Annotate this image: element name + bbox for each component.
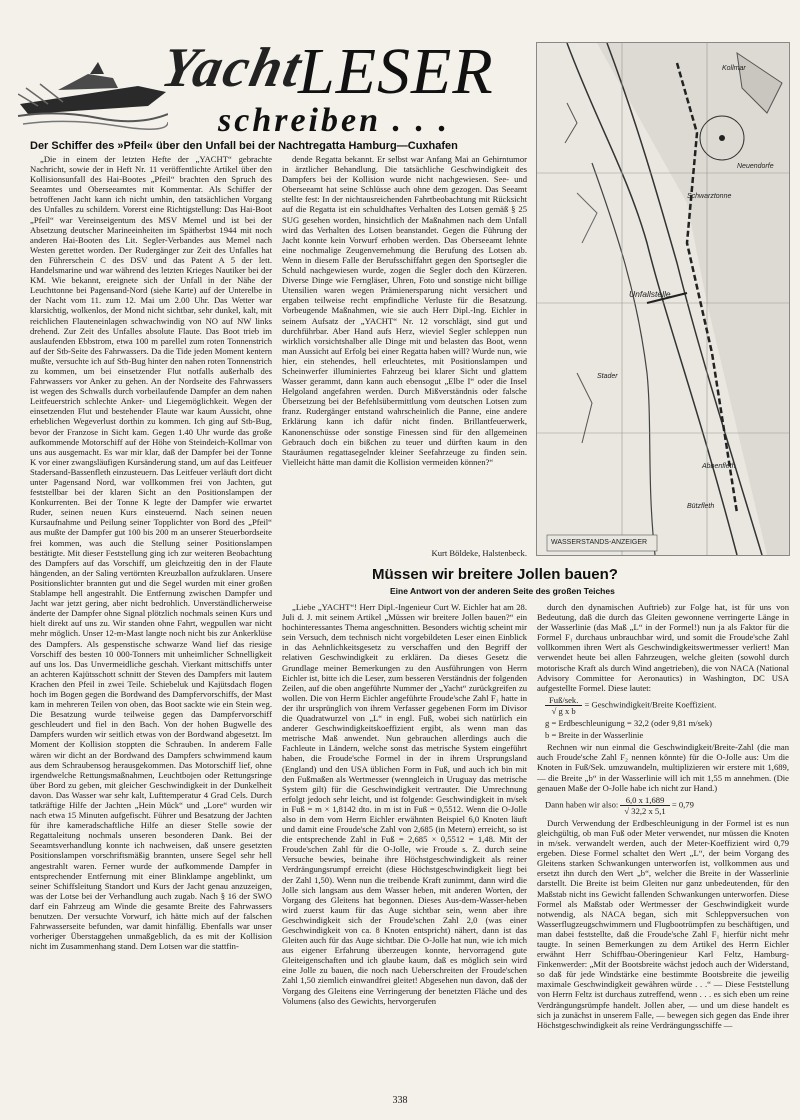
- naca-formula-denominator: √ g x b: [551, 705, 576, 716]
- map-label-unfallstelle: Unfallstelle: [629, 289, 671, 299]
- masthead-leser: LESER: [298, 35, 494, 108]
- article1-col1-text: „Die in einem der letzten Hefte der „YACHT“ gebrachte Nachricht, sowie der in Heft Nr. 11 veröffentlichte Artikel über den Kollisionsunfall des Hai-Bootes „Pfeil“ brachten den Spruch des Seeamtes und Oberseeamtes mit Kommentar. Als Schiffer der betroffenen Jacht kann ich nicht umhin, den tatsächlichen Vorgang des Unfalles zu schildern. Vorerst eine Richtigstellung: Das Hai-Boot „Pfeil“ war Vereinseigentum des MSV Memel und ist bei der Absetzung deutscher Marineeinheiten im Spätherbst 1944 mit noch anderen Hai-Booten des Lit. Segler-Verbandes aus Memel nach Westen gerettet worden. Der Rudergänger zur Zeit des Unfalles hat den Führerschein C des DSV und das Patent A 5 der lett. Handelsmarine und war während des letzten Krieges Nautiker bei der KM. Wie bekannt, ereignete sich der Unfall in der Nähe der Leuchttonne bei Pagensand-Nord (siehe Karte) auf der Unterelbe in der Nacht vom 11. zum 12. Mai um 2.00 Uhr. Das Wetter war klarsichtig, wolkenlos, der Mond nicht sichtbar, sehr dunkel, kalt, mit reichlichen Flauteneinlagen schwachwindig von NO auf NW links drehend. Zur Zeit des Unfalles absolute Flaute. Das Boot trieb im auslaufenden Ebbstrom, etwa 100 m parellel zum roten Tonnenstrich auf der Stb-Seite des Fahrwassers. Da die Tide jeden Moment kentern mußte, versuchte ich auf Stb-Bug hinter den nahen roten Tonnenstrich zu kommen, um bei einsetzender Flut notfalls außerhalb des Fahrwassers vor Anker zu gehen. An der Nordseite des Fahrwassers ist wegen des Schwalls durch vorbeilaufende Dampfer an dem nahen Leitfeuerstrich schlechte Anker- und Liegemöglichkeit. Wegen der einsetzenden Flut und bestehender Flaute war kaum Aussicht, ohne erheblichen Wegeverlust dorthin zu kommen. Ich ging auf Stb-Bug, bevor der Franzose in Sicht kam. Gegen 1.40 Uhr wurde das große aufkommende Motorschiff auf der Höhe von Steindeich-Kollmar von uns aus ausgemacht. Es war mir klar, daß der Dampfer bei der Tonne K vor einer zwangsläufigen Kursänderung stand, um auf das Leitfeuer Stadersand-Bassenfleth einzusteuern. Das Leitfeuer verläuft dort dicht unter Pagensand Nord, war vollkommen frei von Jachten, gut feststellbar bei der klaren Sicht an den Positionslampen der Konkurrenten. Bei der Tonne K legte der Dampfer wie erwartet Ruder, seinen neuen Kurs einsteuernd. Nach seinen neuen Kursaufnahme und Peilung seiner Topplichter von Bord des „Pfeil“ aus mußte der Dampfer gut 100 bis 200 m an unserer Steuerbordseite frei kommen, was auch die Stellung seiner Positionslampen bestätigte. Mit dieser Feststellung ging ich zur weiteren Beobachtung des Dampfers auf das Vorschiff, um gleichzeitig den in der Flaute hängenden, an der Saling vertörnten Kreuzballon aufzuklaren. Unsere Positionslichter brannten gut und die Segel wurden mit einer großen Stablampe hell angestrahlt. Die Entfernung zwischen Dampfer und Jacht war jetzt gering, aber nicht bedrohlich. Unverständlicherweise änderte der Dampfer ohne Signal plötzlich nochmals seinen Kurs und hielt direkt auf uns zu. Wir standen ohne Fahrt, wegpullen war nicht mehr möglich. Unser 12-m-Mast langte noch nicht bis zur Ankerklüse des Dampfers. Als gespenstische schwarze Wand lief das riesige Vorschiff des besten 10 000-Tonners mit unheimlicher Schnelligkeit auf uns los. Das Unvermeidliche geschah. Vierkant mittschiffs unter an achteren Kajütsschott schnitt der Steven des Dampfers mit lautem Krachen den Pfeil in zwei Teile. Schiebeluk und Kajütsdach flogen hoch im Bogen gegen die Bordwand des Dampfervorschiffs, der Mast kam in mehreren Teilen von oben, das Boot sackte wie ein Stein weg. Die Besatzung wurde teilweise gegen das Dampfervorschiff geschleudert und fiel in den Bach. Von der hohen Bugwelle des Dampfers wurden wir seitlich etwas von der Bordwand abgesetzt. Im Moment der Kollision stoppten die Schrauben. In anderem Falle wären wir dicht an der Bordwand des Dampfers schwimmend kaum aus dem Schraubensog herausgekommen. Das Motorschiff lief, ohne irgendwelche Rettungsmaßnahmen, Leuchtbojen oder Rettungsringe über Bord zu geben, mit gleicher Geschwindigkeit in der Dunkelheit davon. Das Wasser war sehr kalt, Lufttemperatur 4 Grad Cels. Durch tatkräftige Hilfe der Jachten „Hein Mück“ und „Lore“ wurden wir nach etwa 15 Minuten aufgefischt. Führer und Besatzung der Jachten für ihre kameradschaftliche Hilfe an dieser Stelle sowie der Regattaleitung nochmals unseren besonderen Dank. Bei der Seeamtsverhandlung konnte ich nachweisen, daß unsere gesetzten Positionslampen vorschriftsmäßig brannten, unsere Segel sehr hell angestrahlt waren. Ferner wurde der aufkommende Dampfer in entsprechender Entfernung mit einer Blinklampe angeblinkt, um seiner Schiffsleitung Standort und Kurs der Jacht genau anzuzeigen, was der Lotse bei der Verhandlung auch zugab. Nach § 16 der SWO darf ein Fahrzeug am Winde die gesamte Breite des Fahrwassers benutzen. Der versuchte Vorwurf, ich hätte mich auf der falschen Fahrwasserseite befunden, war damit hinfällig. Ebenfalls war unser vorheriger Überstaggehen unmaßgeblich, da es mit der Kollision nicht im Zusammenhang stand. Dem Lotsen war die stattfin-: [30, 154, 272, 952]
- map-label-schwarztonne: Schwarztonne: [687, 193, 732, 200]
- article2-col3-text: „Liebe „YACHT“! Herr Dipl.-Ingenieur Curt W. Eichler hat am 28. Juli d. J. mit seinem Artikel „Müssen wir breitere Jollen bauen?“ ein hochinteressantes Thema angeschnitten. Besonders wichtig scheint mir sein Versuch, dem technisch nicht vorgebildeten Leser einen Einblick in das Aehnlichkeitsgesetz zu verschaffen und den Begriff der relativen Geschwindigkeit zu erklären. Da dieses Gesetz die Grundlage meiner Bemerkungen zu den Ausführungen von Herrn Eichler ist, bitte ich die Leser, zum besseren Verständnis der folgenden Zeilen, auf die oben angeführte Nummer der „Yacht“ zurückgreifen zu wollen. Die von Herrn Eichler angeführte Froude'sche Zahl F₁ hatte in der ihr ursprünglich von ihrem Verfasser gegebenen Form im Divisor die Quadratwurzel von „L“ in engl. Fuß, wobei sich natürlich ein anderer Geschwindigkeitskoeffizient ergibt, als wenn man das metrische Maß anwendet. Nun gebrauchen allerdings auch die Fachleute in Ländern, welche sonst das metrische System eingeführt haben, die Froude'sche Formel in der in ihrem Ursprungsland (England) und den USA üblichen Form in Fuß, und auch ich bin mit den Fußmaßen als Wertmesser (wenngleich in Uruguay das metrische System gilt) für die Geschwindigkeit vertrauter. Die Umrechnung erfolgt jedoch sehr leicht, und ist folgende: Geschwindigkeit in m/sek in Fuß = m × 1,8142 dto. in m ist in Fuß = 0,5512. Wenn die O-Jolle also in dem vom Herrn Eichler erwähnten Beispiel 6,0 Knoten läuft und damit eine Froude'sche Zahl von 2,685 (in Metern) erreicht, so ist die entsprechende Zahl in Fuß = 2,685 × 0,5512 = 1,48. Mit der Froude'schen Zahl für die O-Jolle, wie Froude s. Z. durch seine Versuche bewies, beinahe ihre Höchstgeschwindigkeit als reiner Verdrängungsrumpf erreicht (diese Höchstgeschwindigkeit liegt bei der Zahl 1,50). Wenn nun die treibende Kraft zunimmt, dann wird die Jolle sich langsam aus dem Wasser heben, mit anderen Worten, der Vorgang des Gleitens hat begonnen. Dieses Aus-dem-Wasser-heben wird zuerst kaum für das Auge sichtbar sein, wenn aber ihre Geschwindigkeit sich der Froude'schen Zahl 2,0 (was einer Geschwindigkeit von ca. 8 Knoten entspricht) nähert, dann ist das Gleiten auch für das Auge sichtbar. Die O-Jolle hat nun, wie ich mich aus eigener Erfahrung überzeugen konnte, hervorragend gute Gleiteigenschaften und ich glaube kaum, daß es möglich sein wird eine Jolle zu bauen, die noch nach Ueberschreiten der Froude'schen Zahl 1,50 ziemlich einwandfrei gleitet! Abgesehen nun davon, daß der Vorgang des Gleitens eine Verringerung der benetzten Fläche und des Volumens (also des Gewichts, hervorgerufen: [282, 602, 527, 1006]
- map-label-buetzfleth: Bützfleth: [687, 503, 715, 510]
- calculation-label: Dann haben wir also:: [545, 799, 619, 810]
- ojolle-calculation: [545, 795, 789, 816]
- naca-formula-fraction: [545, 695, 582, 716]
- article2-subhead: Eine Antwort von der anderen Seite des großen Teiches: [390, 586, 615, 596]
- map-label-kollmar: Kollmar: [722, 65, 746, 72]
- map-drawing: [537, 43, 789, 555]
- naca-formula-numerator: Fuß/sek.: [545, 695, 582, 706]
- calculation-numerator: 6,0 x 1,689: [620, 795, 669, 806]
- article2-column-2: [537, 602, 789, 1092]
- masthead-yacht: Yacht: [156, 37, 309, 99]
- speedboat-illustration: [18, 44, 168, 134]
- page-number: 338: [392, 1095, 408, 1106]
- elbe-map: [536, 42, 790, 556]
- naca-formula: [545, 695, 789, 716]
- map-label-abbenfleth: Abbenfleth: [702, 463, 736, 470]
- article1-signature: Kurt Böldeke, Halstenbeck.: [431, 548, 527, 558]
- article2-headline: Müssen wir breitere Jollen bauen?: [372, 566, 618, 583]
- map-label-neuendorf: Neuendorfe: [737, 163, 774, 170]
- article1-column-2: [282, 154, 527, 544]
- formula-b-definition: b = Breite in der Wasserlinie: [545, 730, 644, 741]
- calculation-result: = 0,79: [671, 799, 694, 810]
- article2-col4c-text: Durch Verwendung der Erdbeschleunigung in der Formel ist es nun gleichgültig, ob man Fuß oder Meter verwendet, nur müssen die Knoten in m/sek. verwandelt werden, auch der Meter-Koeffizient wird 0,79 ergeben. Diese Formel schaltet den Wert „L“, der beim Vorgang des Gleitens starken Schwankungen unterworfen ist, vollkommen aus und ersetzt ihn durch den Wert „b“, welcher die Breite in der Wasserlinie darstellt. Die Breite ist beim Gleiten nur ganz unbedeutenden, für den Maßstab nicht ins Gewicht fallenden Schwankungen unterworfen. Diese Formel als Maßstab oder Wertmesser der Geschwindigkeit wurde notwendig, als NACA began, sich mit Schleppversuchen von Wasserflugzeugschwimmern und Flugbootrümpfen zu beschäftigen, und man dabei feststellte, daß die Froude'sche Zahl F₁ hierfür nicht mehr taugte. In seinen Bemerkungen zu dem Artikel des Herrn Eichler erwähnt Herr Schiffbau-Oberingenieur Karl Feltz, Hamburg-Finkenwerder: „Mit der Bootsbreite wächst jedoch auch der Widerstand, so daß für jede Windstärke eine bestimmte Bootsbreite die jeweilig maximale Geschwindigkeit gewähren würde . . .“ — Diese Feststellung von Herrn Feltz ist durchaus zutreffend, wenn . . . es sich eben um reine Verdrängungsrümpfe handelt. Jollen aber, — und um diese handelt es sich ja zunächst in unserem Falle, — bewegen sich gegen das Ende ihrer Höchstgeschwindigkeit als reine Verdrängungsschiffe —: [537, 817, 789, 1030]
- article2-col4b-text: Rechnen wir nun einmal die Geschwindigkeit/Breite-Zahl (die man auch Froude'sche Zahl F₂ nennen könnte) für die O-Jolle aus: Um die Knoten in Fuß/Sek. umzuwandeln, multiplizieren wir erstere mit 1,689, — die Breite „b“ in der Wasserlinie will ich mit 1,55 m annehmen. (Die genauen Maße der O-Jolle habe ich nicht zur Hand.): [537, 742, 789, 793]
- map-label-wasserstandsanzeiger: WASSERSTANDS-ANZEIGER: [551, 539, 648, 546]
- article1-column-1: [30, 154, 272, 1084]
- naca-formula-result: = Geschwindigkeit/Breite Koeffizient.: [584, 699, 717, 710]
- calculation-denominator: √ 32,2 x 5,1: [624, 805, 666, 816]
- article1-headline: Der Schiffer des »Pfeil« über den Unfall bei der Nachtregatta Hamburg—Cuxhafen: [30, 140, 458, 152]
- map-label-stader: Stader: [597, 373, 618, 380]
- article2-col4a-text: durch den dynamischen Auftrieb) zur Folge hat, ist für uns von Bedeutung, daß die durch das Gleiten gewonnene verringerte Länge in der Wasserlinie (das Maß „L“ in der Formel!) nun ja als Faktor für die Formel F₁ durchaus unbrauchbar wird, und somit die Froude'sche Zahl vollkommen ihren Wert als Geschwindigkeitswertmesser verliert! Man verwendet heute bei allen Fahrzeugen, welche gleiten (sowohl durch motorische Kraft als durch Wind angetrieben), die von NACA (National Advisory Committee for Aeronautics) in Washington, DC USA aufgestellte Formel. Diese lautet:: [537, 602, 789, 693]
- calculation-fraction: [620, 795, 669, 816]
- article2-column-1: [282, 602, 527, 1092]
- masthead: [18, 30, 528, 140]
- masthead-schreiben: schreiben . . .: [218, 102, 450, 139]
- formula-g-definition: g = Erdbeschleunigung = 32,2 (oder 9,81 m/sek): [545, 718, 712, 729]
- article1-col2-text: dende Regatta bekannt. Er selbst war Anfang Mai an Gehirntumor in ärztlicher Behandlung. Die tatsächliche Geschwindigkeit des Dampfers bei der Kollision wurde nicht nachgewiesen. See- und Oberseeamt hat seine Schlüsse auch ohne dem gezogen. Das Seeamt stellte fest: In der nichtausreichenden Fahrtbeobachtung mit Rücksicht auf die Regatta ist ein schuldhaftes Verhalten des Lotsen gemäß § 25 SUG gesehen worden, hinsichtlich der Maßnahmen nach dem Unfall wird das Verhalten des Lotsen beanstandet. Gegen die Führung der Jacht konnte kein Vorwurf erhoben werden. Das Oberseeamt lehnte eine nochmalige Zeugenvernehmung die Berufung des Lotsen ab. Wenn in diesem Falle der Berufsschiffahrt gegen den Sportsegler die Schuld nachgewiesen wurde, zogen die Segler doch den Kürzeren. Diverse Dinge wie Ferngläser, Uhren, Foto und sonstige nicht billige Utensilien waren wegen Prämienersparung nicht versichert und ergaben teilweise recht empfindliche Verluste für die Besatzung. Vorbeugende Maßnahmen, wie sie auch Herr Dipl.-Ing. Eichler in seinem Aufsatz der „YACHT“ Nr. 12 vorschlägt, sind gut und durchführbar. Aber Hand aufs Herz, wieviel Segler schleppen nun wirklich vorsichtshalber alle Dinge mit und belasten das Boot, wenn man Aussicht auf Erfolg bei einer Regatta haben will? Wurde nun, wie hier, ein stehendes, hell erleuchtetes, mit Positionslampen und Scheinwerfer illuminiertes Fahrzeug bei klarer Sicht und glattem Wasser gerammt, dann kann auch ebensogut „Elbe I“ oder die Insel Helgoland angefahren werden. Durch Mißverständnis oder falsche Übersetzung bei der Befehlsübermittlung vom deutschen Lotsen zum franz. Rudergänger entstand wahrscheinlich die Panne, eine andere Erklärung kann ich dafür nicht finden. Brillantfeuerwerk, Kanonenschüsse oder sonstige Finessen sind für den allgemeinen Gebrauch doch ein bißchen zu teuer und dürften kaum in den Stauräumen regattasegelnder kleiner Seefahrzeuge zu finden sein. Vielleicht hätte man damit die Kollision vermeiden können?“: [282, 154, 527, 467]
